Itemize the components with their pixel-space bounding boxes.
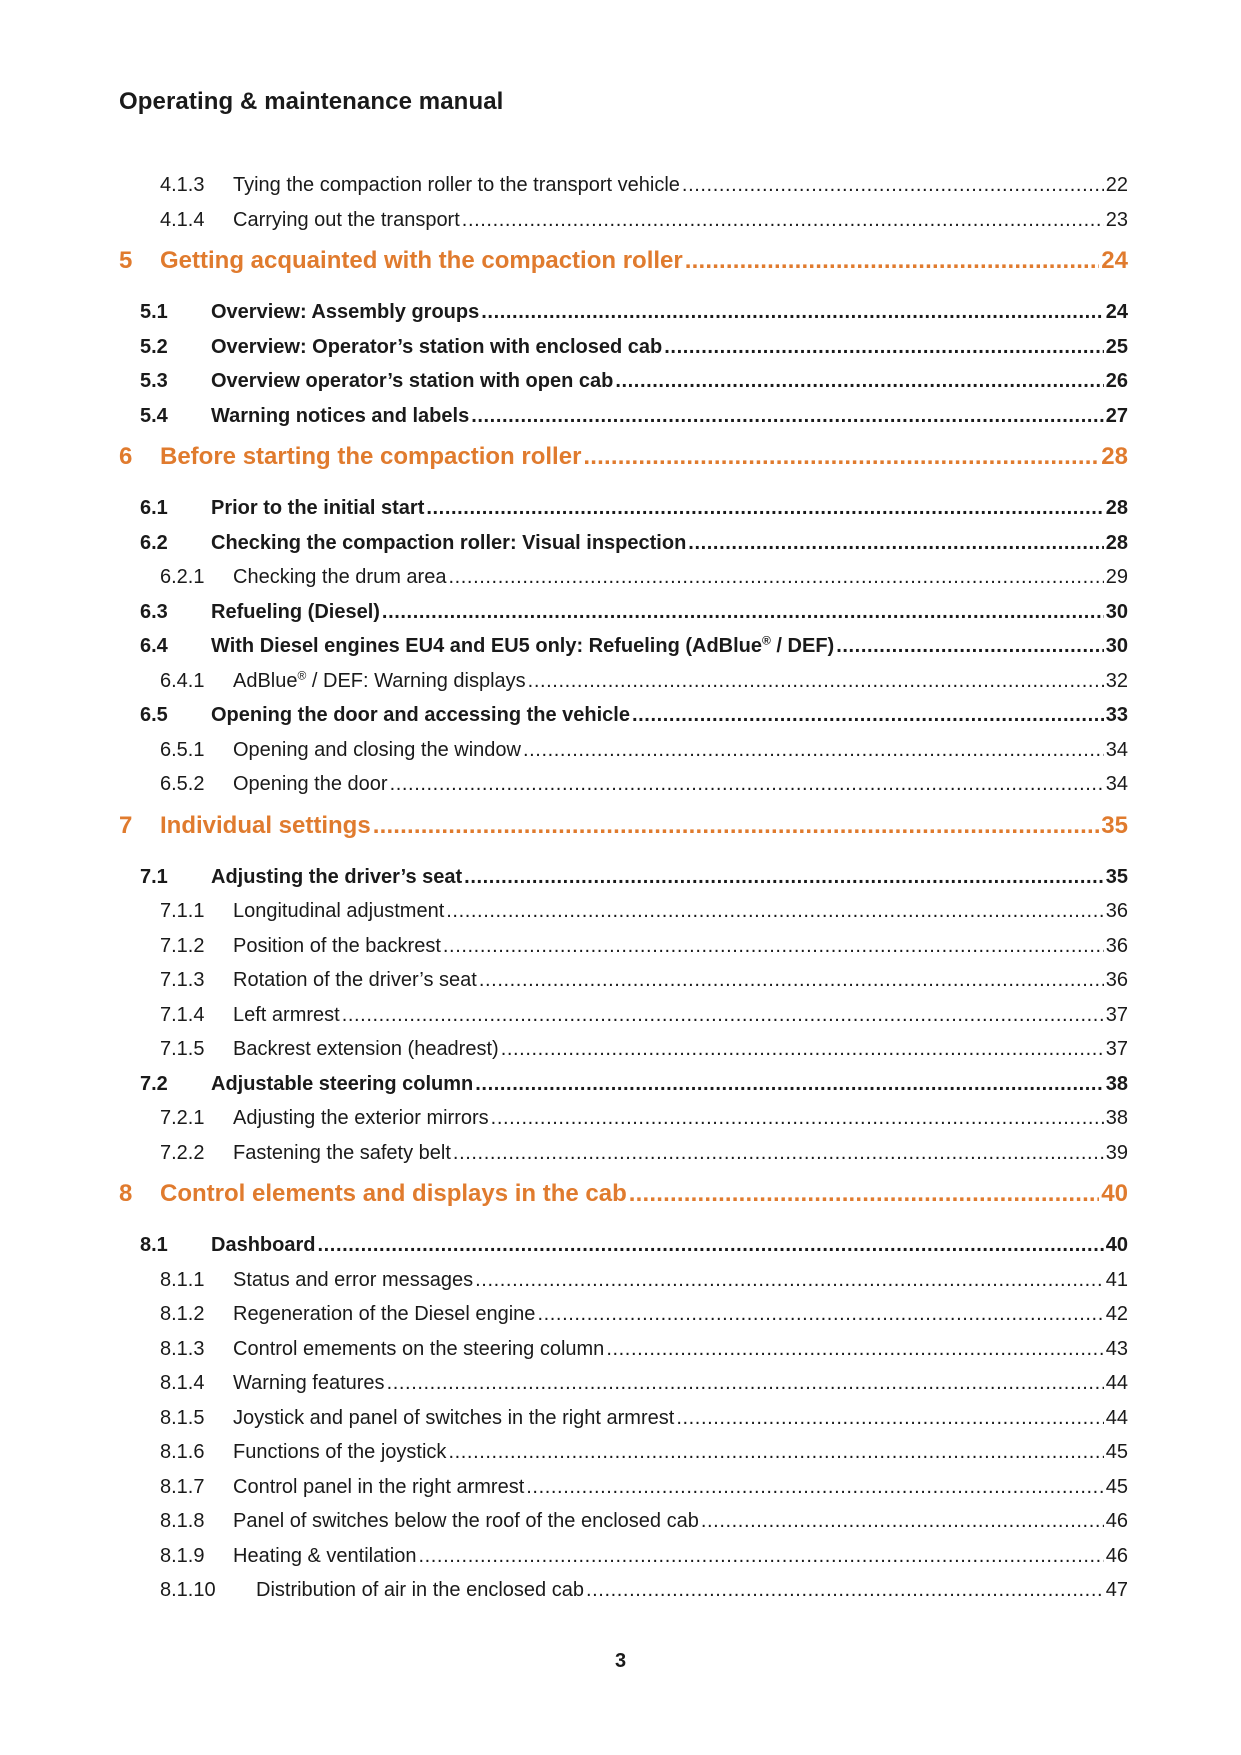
toc-entry-number: 8.1.2 <box>160 1303 205 1325</box>
toc-entry-page-number: 28 <box>1101 443 1128 470</box>
dot-leader <box>526 1476 1104 1499</box>
toc-entry-number: 5.1 <box>140 301 168 323</box>
toc-entry-title: Control panel in the right armrest <box>233 1475 525 1498</box>
dot-leader <box>481 301 1104 324</box>
dot-leader <box>629 1180 1100 1208</box>
dot-leader <box>615 370 1103 393</box>
toc-entry-title: Adjustable steering column <box>211 1072 474 1095</box>
registered-trademark-mark: ® <box>762 635 771 648</box>
toc-entry-title: Opening the door and accessing the vehicle <box>211 704 630 726</box>
toc-entry-number: 6.5 <box>140 704 168 726</box>
toc-subsection-row[interactable] <box>0 1476 1241 1511</box>
dot-leader <box>688 532 1103 555</box>
toc-section-row[interactable] <box>0 301 1241 336</box>
toc-entry-number: 7 <box>119 811 133 839</box>
dot-leader <box>586 1579 1104 1602</box>
toc-entry-page-number: 24 <box>1105 301 1128 323</box>
toc-entry-page-number: 37 <box>1105 1003 1128 1026</box>
toc-entry-title: AdBlue® / DEF: Warning displays <box>233 669 526 692</box>
toc-entry-number: 7.1.2 <box>160 934 205 957</box>
dot-leader <box>523 739 1104 762</box>
toc-entry-number: 8.1.1 <box>160 1268 205 1291</box>
toc-entry-page-number: 45 <box>1105 1441 1128 1463</box>
dot-leader <box>448 1441 1103 1464</box>
dot-leader <box>448 566 1103 589</box>
toc-entry-title: Checking the compaction roller: Visual inspection <box>211 531 687 554</box>
toc-subsection-row[interactable] <box>0 1004 1241 1039</box>
toc-entry-number: 6.1 <box>140 497 168 519</box>
toc-entry-number: 7.2.2 <box>160 1141 205 1164</box>
toc-subsection-row[interactable] <box>0 1545 1241 1580</box>
toc-entry-number: 8.1.7 <box>160 1475 205 1498</box>
toc-entry-number: 7.1.4 <box>160 1003 205 1026</box>
toc-entry-page-number: 42 <box>1105 1303 1128 1325</box>
dot-leader <box>475 1269 1104 1292</box>
dot-leader <box>462 209 1104 232</box>
dot-leader <box>342 1004 1104 1027</box>
toc-entry-page-number: 36 <box>1105 900 1128 922</box>
dot-leader <box>676 1407 1103 1430</box>
toc-subsection-row[interactable] <box>0 1579 1241 1614</box>
dot-leader <box>446 900 1103 923</box>
toc-entry-page-number: 25 <box>1105 335 1128 358</box>
toc-subsection-row[interactable] <box>0 1038 1241 1073</box>
toc-subsection-row[interactable] <box>0 1372 1241 1407</box>
toc-entry-page-number: 46 <box>1105 1544 1128 1567</box>
toc-entry-number: 4.1.3 <box>160 174 205 196</box>
toc-entry-page-number: 32 <box>1105 669 1128 692</box>
dot-leader <box>390 773 1104 796</box>
toc-entry-title: Overview: Operator’s station with enclosed cab <box>211 335 663 358</box>
toc-subsection-row[interactable] <box>0 1142 1241 1177</box>
toc-entry-title: Fastening the safety belt <box>233 1141 451 1164</box>
toc-entry-number: 8.1.10 <box>160 1579 216 1601</box>
dot-leader <box>664 336 1104 359</box>
toc-entry-page-number: 38 <box>1105 1072 1128 1095</box>
toc-entry-title: Joystick and panel of switches in the right armrest <box>233 1406 675 1429</box>
toc-entry-page-number: 24 <box>1101 247 1128 274</box>
toc-entry-title: Checking the drum area <box>233 566 447 588</box>
toc-entry-number: 5.4 <box>140 404 168 427</box>
toc-entry-page-number: 41 <box>1105 1268 1128 1291</box>
dot-leader <box>471 405 1104 428</box>
dot-leader <box>464 866 1104 889</box>
dot-leader <box>475 1073 1103 1096</box>
toc-entry-title: Longitudinal adjustment <box>233 900 445 922</box>
toc-entry-page-number: 22 <box>1105 174 1128 196</box>
toc-entry-title: Distribution of air in the enclosed cab <box>256 1579 584 1601</box>
toc-section-row[interactable] <box>0 1234 1241 1269</box>
table-of-contents <box>0 174 1241 1614</box>
dot-leader <box>701 1510 1104 1533</box>
toc-subsection-row[interactable] <box>0 566 1241 601</box>
dot-leader <box>426 497 1103 520</box>
toc-entry-number: 6.4.1 <box>160 669 205 692</box>
toc-entry-number: 7.1.3 <box>160 969 205 991</box>
toc-entry-title: Warning notices and labels <box>211 404 470 427</box>
toc-entry-title: Functions of the joystick <box>233 1441 447 1463</box>
dot-leader <box>453 1142 1104 1165</box>
toc-entry-number: 7.2 <box>140 1072 168 1095</box>
toc-entry-number: 6.2.1 <box>160 566 205 588</box>
toc-entry-title: With Diesel engines EU4 and EU5 only: Refueling (AdBlue® / DEF) <box>211 635 835 657</box>
dot-leader <box>479 969 1104 992</box>
toc-entry-page-number: 30 <box>1105 635 1128 657</box>
toc-entry-page-number: 47 <box>1105 1579 1128 1601</box>
toc-entry-number: 6.2 <box>140 531 168 554</box>
toc-entry-page-number: 28 <box>1105 531 1128 554</box>
toc-subsection-row[interactable] <box>0 1107 1241 1142</box>
toc-entry-page-number: 36 <box>1105 934 1128 957</box>
toc-subsection-row[interactable] <box>0 935 1241 970</box>
toc-entry-page-number: 28 <box>1105 497 1128 519</box>
toc-entry-title: Refueling (Diesel) <box>211 600 380 623</box>
toc-chapter-row[interactable] <box>0 808 1241 866</box>
toc-entry-page-number: 35 <box>1101 811 1128 839</box>
toc-chapter-row[interactable] <box>0 243 1241 301</box>
toc-entry-title: Heating & ventilation <box>233 1544 417 1567</box>
toc-section-row[interactable] <box>0 635 1241 670</box>
toc-entry-page-number: 23 <box>1105 208 1128 231</box>
toc-section-row[interactable] <box>0 704 1241 739</box>
toc-subsection-row[interactable] <box>0 1441 1241 1476</box>
toc-entry-page-number: 36 <box>1105 969 1128 991</box>
toc-entry-page-number: 26 <box>1105 370 1128 392</box>
toc-subsection-row[interactable] <box>0 670 1241 705</box>
toc-section-row[interactable] <box>0 532 1241 567</box>
toc-subsection-row[interactable] <box>0 1303 1241 1338</box>
toc-entry-title: Tying the compaction roller to the transport vehicle <box>233 174 680 196</box>
toc-entry-title: Control emements on the steering column <box>233 1337 605 1360</box>
toc-entry-page-number: 34 <box>1105 738 1128 761</box>
page-number: 3 <box>614 1650 627 1672</box>
toc-entry-page-number: 34 <box>1105 773 1128 795</box>
toc-entry-title: Adjusting the exterior mirrors <box>233 1107 489 1129</box>
toc-entry-number: 8.1.9 <box>160 1544 205 1567</box>
toc-entry-number: 7.1.1 <box>160 900 205 922</box>
toc-entry-number: 4.1.4 <box>160 208 205 231</box>
dot-leader <box>632 704 1104 727</box>
toc-section-row[interactable] <box>0 1073 1241 1108</box>
toc-section-row[interactable] <box>0 405 1241 440</box>
toc-entry-number: 5.3 <box>140 370 168 392</box>
toc-entry-number: 7.1.5 <box>160 1038 205 1060</box>
toc-entry-number: 7.1 <box>140 865 168 888</box>
toc-entry-number: 6 <box>119 443 133 470</box>
toc-entry-title: Panel of switches below the roof of the enclosed cab <box>233 1510 699 1532</box>
toc-entry-number: 8.1.8 <box>160 1510 205 1532</box>
toc-entry-page-number: 29 <box>1105 566 1128 588</box>
toc-subsection-row[interactable] <box>0 209 1241 244</box>
toc-entry-page-number: 46 <box>1105 1510 1128 1532</box>
toc-subsection-row[interactable] <box>0 969 1241 1004</box>
toc-entry-title: Individual settings <box>160 811 371 839</box>
dot-leader <box>606 1338 1103 1361</box>
dot-leader <box>682 174 1104 197</box>
toc-entry-page-number: 30 <box>1105 600 1128 623</box>
toc-entry-page-number: 27 <box>1105 404 1128 427</box>
toc-subsection-row[interactable] <box>0 1510 1241 1545</box>
toc-entry-page-number: 33 <box>1105 704 1128 726</box>
toc-entry-page-number: 43 <box>1105 1337 1128 1360</box>
toc-entry-number: 6.4 <box>140 635 168 657</box>
page-header-title: Operating & maintenance manual <box>119 88 504 115</box>
dot-leader <box>685 247 1100 275</box>
toc-entry-title: Backrest extension (headrest) <box>233 1038 499 1060</box>
toc-entry-number: 6.3 <box>140 600 168 623</box>
toc-entry-number: 7.2.1 <box>160 1107 205 1129</box>
dot-leader <box>317 1234 1103 1257</box>
toc-entry-number: 8.1.6 <box>160 1441 205 1463</box>
toc-entry-title: Overview: Assembly groups <box>211 301 480 323</box>
dot-leader <box>501 1038 1104 1061</box>
toc-subsection-row[interactable] <box>0 174 1241 209</box>
toc-entry-title: Status and error messages <box>233 1268 474 1291</box>
toc-entry-title: Adjusting the driver’s seat <box>211 865 463 888</box>
toc-entry-title: Opening the door <box>233 773 388 795</box>
toc-section-row[interactable] <box>0 866 1241 901</box>
dot-leader <box>836 635 1104 658</box>
toc-entry-page-number: 39 <box>1105 1141 1128 1164</box>
dot-leader <box>528 670 1104 693</box>
toc-entry-page-number: 45 <box>1105 1475 1128 1498</box>
toc-entry-title: Regeneration of the Diesel engine <box>233 1303 536 1325</box>
dot-leader <box>583 443 1099 471</box>
toc-entry-page-number: 35 <box>1105 865 1128 888</box>
dot-leader <box>373 812 1100 840</box>
toc-entry-number: 8.1.5 <box>160 1406 205 1429</box>
registered-trademark-mark: ® <box>297 669 307 682</box>
toc-entry-number: 8 <box>119 1180 133 1207</box>
toc-section-row[interactable] <box>0 336 1241 371</box>
dot-leader <box>491 1107 1104 1130</box>
toc-entry-title: Dashboard <box>211 1234 316 1256</box>
dot-leader <box>382 601 1104 624</box>
toc-entry-number: 5 <box>119 247 133 274</box>
toc-entry-number: 8.1.3 <box>160 1337 205 1360</box>
toc-chapter-row[interactable] <box>0 1176 1241 1234</box>
toc-entry-number: 6.5.2 <box>160 773 205 795</box>
toc-entry-page-number: 37 <box>1105 1038 1128 1060</box>
toc-section-row[interactable] <box>0 497 1241 532</box>
toc-subsection-row[interactable] <box>0 1269 1241 1304</box>
toc-entry-number: 5.2 <box>140 335 168 358</box>
toc-entry-page-number: 40 <box>1101 1180 1128 1207</box>
toc-entry-title: Carrying out the transport <box>233 208 460 231</box>
dot-leader <box>418 1545 1103 1568</box>
toc-entry-title: Overview operator’s station with open cab <box>211 370 614 392</box>
dot-leader <box>537 1303 1103 1326</box>
toc-subsection-row[interactable] <box>0 900 1241 935</box>
toc-entry-page-number: 44 <box>1105 1406 1128 1429</box>
toc-entry-number: 6.5.1 <box>160 738 205 761</box>
toc-entry-number: 8.1 <box>140 1234 168 1256</box>
toc-entry-number: 8.1.4 <box>160 1372 205 1394</box>
toc-section-row[interactable] <box>0 601 1241 636</box>
toc-entry-page-number: 44 <box>1105 1372 1128 1394</box>
toc-subsection-row[interactable] <box>0 1338 1241 1373</box>
toc-subsection-row[interactable] <box>0 773 1241 808</box>
toc-subsection-row[interactable] <box>0 739 1241 774</box>
dot-leader <box>387 1372 1104 1395</box>
toc-entry-page-number: 38 <box>1105 1107 1128 1129</box>
toc-entry-title: Getting acquainted with the compaction roller <box>160 247 683 274</box>
toc-entry-title: Position of the backrest <box>233 934 441 957</box>
toc-entry-title: Rotation of the driver’s seat <box>233 969 477 991</box>
toc-entry-page-number: 40 <box>1105 1234 1128 1256</box>
toc-entry-title: Before starting the compaction roller <box>160 443 582 470</box>
toc-section-row[interactable] <box>0 370 1241 405</box>
toc-entry-title: Control elements and displays in the cab <box>160 1180 627 1207</box>
toc-entry-title: Left armrest <box>233 1003 340 1026</box>
toc-entry-title: Warning features <box>233 1372 385 1394</box>
toc-chapter-row[interactable] <box>0 439 1241 497</box>
toc-entry-title: Prior to the initial start <box>211 497 425 519</box>
toc-entry-title: Opening and closing the window <box>233 738 521 761</box>
dot-leader <box>443 935 1104 958</box>
toc-subsection-row[interactable] <box>0 1407 1241 1442</box>
